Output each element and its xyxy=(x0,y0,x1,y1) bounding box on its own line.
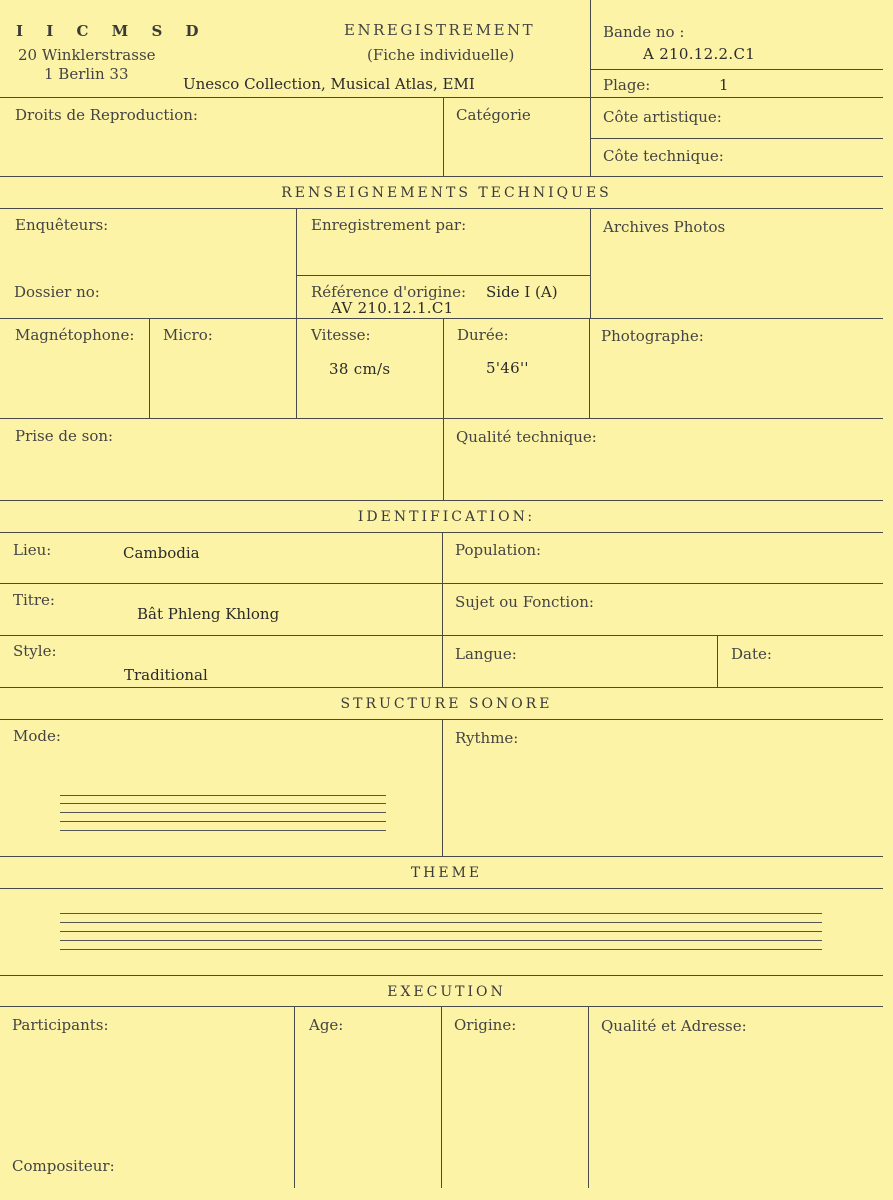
duree-divider xyxy=(443,318,444,418)
archives-divider xyxy=(590,208,591,318)
vitesse-value: 38 cm/s xyxy=(329,360,391,378)
vitesse-divider xyxy=(296,318,297,418)
enregistrement-par-label: Enregistrement par: xyxy=(311,216,467,234)
age-label: Age: xyxy=(309,1016,344,1034)
theme-title-rule xyxy=(0,888,883,889)
structure-section-title: STRUCTURE SONORE xyxy=(340,696,553,712)
bande-value: A 210.12.2.C1 xyxy=(643,45,756,63)
participants-label: Participants: xyxy=(12,1016,109,1034)
form-subtitle: (Fiche individuelle) xyxy=(367,46,515,64)
qualite-adresse-label: Qualité et Adresse: xyxy=(601,1017,747,1035)
compositeur-label: Compositeur: xyxy=(12,1157,115,1175)
style-label: Style: xyxy=(13,642,57,660)
header-divider xyxy=(590,0,591,176)
equipment-bottom-rule xyxy=(0,418,883,419)
langue-label: Langue: xyxy=(455,645,517,663)
dossier-label: Dossier no: xyxy=(14,283,100,301)
rythme-label: Rythme: xyxy=(455,729,519,747)
reference-label: Référence d'origine: xyxy=(311,283,467,301)
cote-artistique-label: Côte artistique: xyxy=(603,108,722,126)
lieu-bottom-rule xyxy=(0,583,883,584)
titre-bottom-rule xyxy=(0,635,883,636)
reference-divider xyxy=(296,275,590,276)
lieu-value: Cambodia xyxy=(123,544,200,562)
enqueteurs-label: Enquêteurs: xyxy=(15,216,109,234)
reference-side: Side I (A) xyxy=(486,283,558,301)
magnetophone-label: Magnétophone: xyxy=(15,326,135,344)
duree-value: 5'46'' xyxy=(486,359,529,377)
date-divider xyxy=(717,635,718,687)
droits-label: Droits de Reproduction: xyxy=(15,106,198,124)
technical-title-rule xyxy=(0,208,883,209)
cote-technique-label: Côte technique: xyxy=(603,147,724,165)
enregistrement-divider xyxy=(296,208,297,318)
execution-section-title: EXECUTION xyxy=(387,984,506,1000)
mode-label: Mode: xyxy=(13,727,61,745)
reference-code: AV 210.12.1.C1 xyxy=(331,299,454,317)
org-logo: I I C M S D xyxy=(16,22,208,40)
theme-section-title: THEME xyxy=(410,865,483,881)
bande-label: Bande no : xyxy=(603,23,685,41)
photographe-divider xyxy=(589,318,590,418)
population-label: Population: xyxy=(455,541,542,559)
address-line-1: 20 Winklerstrasse xyxy=(18,46,156,64)
micro-divider xyxy=(149,318,150,418)
structure-bottom-rule xyxy=(0,856,883,857)
bande-plage-divider xyxy=(590,69,883,70)
address-line-2: 1 Berlin 33 xyxy=(44,65,129,83)
header-bottom-rule xyxy=(0,97,883,98)
cote-divider xyxy=(590,138,883,139)
photographe-label: Photographe: xyxy=(601,327,704,345)
rights-divider xyxy=(443,97,444,176)
qualite-technique-label: Qualité technique: xyxy=(456,428,597,446)
identification-bottom-rule xyxy=(0,687,883,688)
qualite-adresse-divider xyxy=(588,1006,589,1188)
technical-bottom-rule xyxy=(0,500,883,501)
origine-divider xyxy=(441,1006,442,1188)
collection-name: Unesco Collection, Musical Atlas, EMI xyxy=(183,75,475,93)
categorie-label: Catégorie xyxy=(456,106,531,124)
micro-label: Micro: xyxy=(163,326,213,344)
duree-label: Durée: xyxy=(457,326,509,344)
plage-value: 1 xyxy=(719,76,729,94)
sujet-fonction-label: Sujet ou Fonction: xyxy=(455,593,594,611)
rights-bottom-rule xyxy=(0,176,883,177)
equipment-top-rule xyxy=(0,318,883,319)
prise-de-son-label: Prise de son: xyxy=(15,427,114,445)
theme-bottom-rule xyxy=(0,975,883,976)
archives-photos-label: Archives Photos xyxy=(603,218,726,236)
technical-section-title: RENSEIGNEMENTS TECHNIQUES xyxy=(281,185,612,201)
identification-section-title: IDENTIFICATION: xyxy=(357,509,536,525)
age-divider xyxy=(294,1006,295,1188)
titre-label: Titre: xyxy=(13,591,55,609)
style-value: Traditional xyxy=(124,666,208,684)
vitesse-label: Vitesse: xyxy=(311,326,371,344)
prise-divider xyxy=(443,418,444,500)
form-title: ENREGISTREMENT xyxy=(344,21,536,39)
origine-label: Origine: xyxy=(454,1016,517,1034)
identification-divider xyxy=(442,532,443,687)
lieu-label: Lieu: xyxy=(13,541,52,559)
plage-label: Plage: xyxy=(603,76,651,94)
structure-divider xyxy=(442,719,443,856)
titre-value: Bât Phleng Khlong xyxy=(137,605,280,623)
date-label: Date: xyxy=(731,645,772,663)
